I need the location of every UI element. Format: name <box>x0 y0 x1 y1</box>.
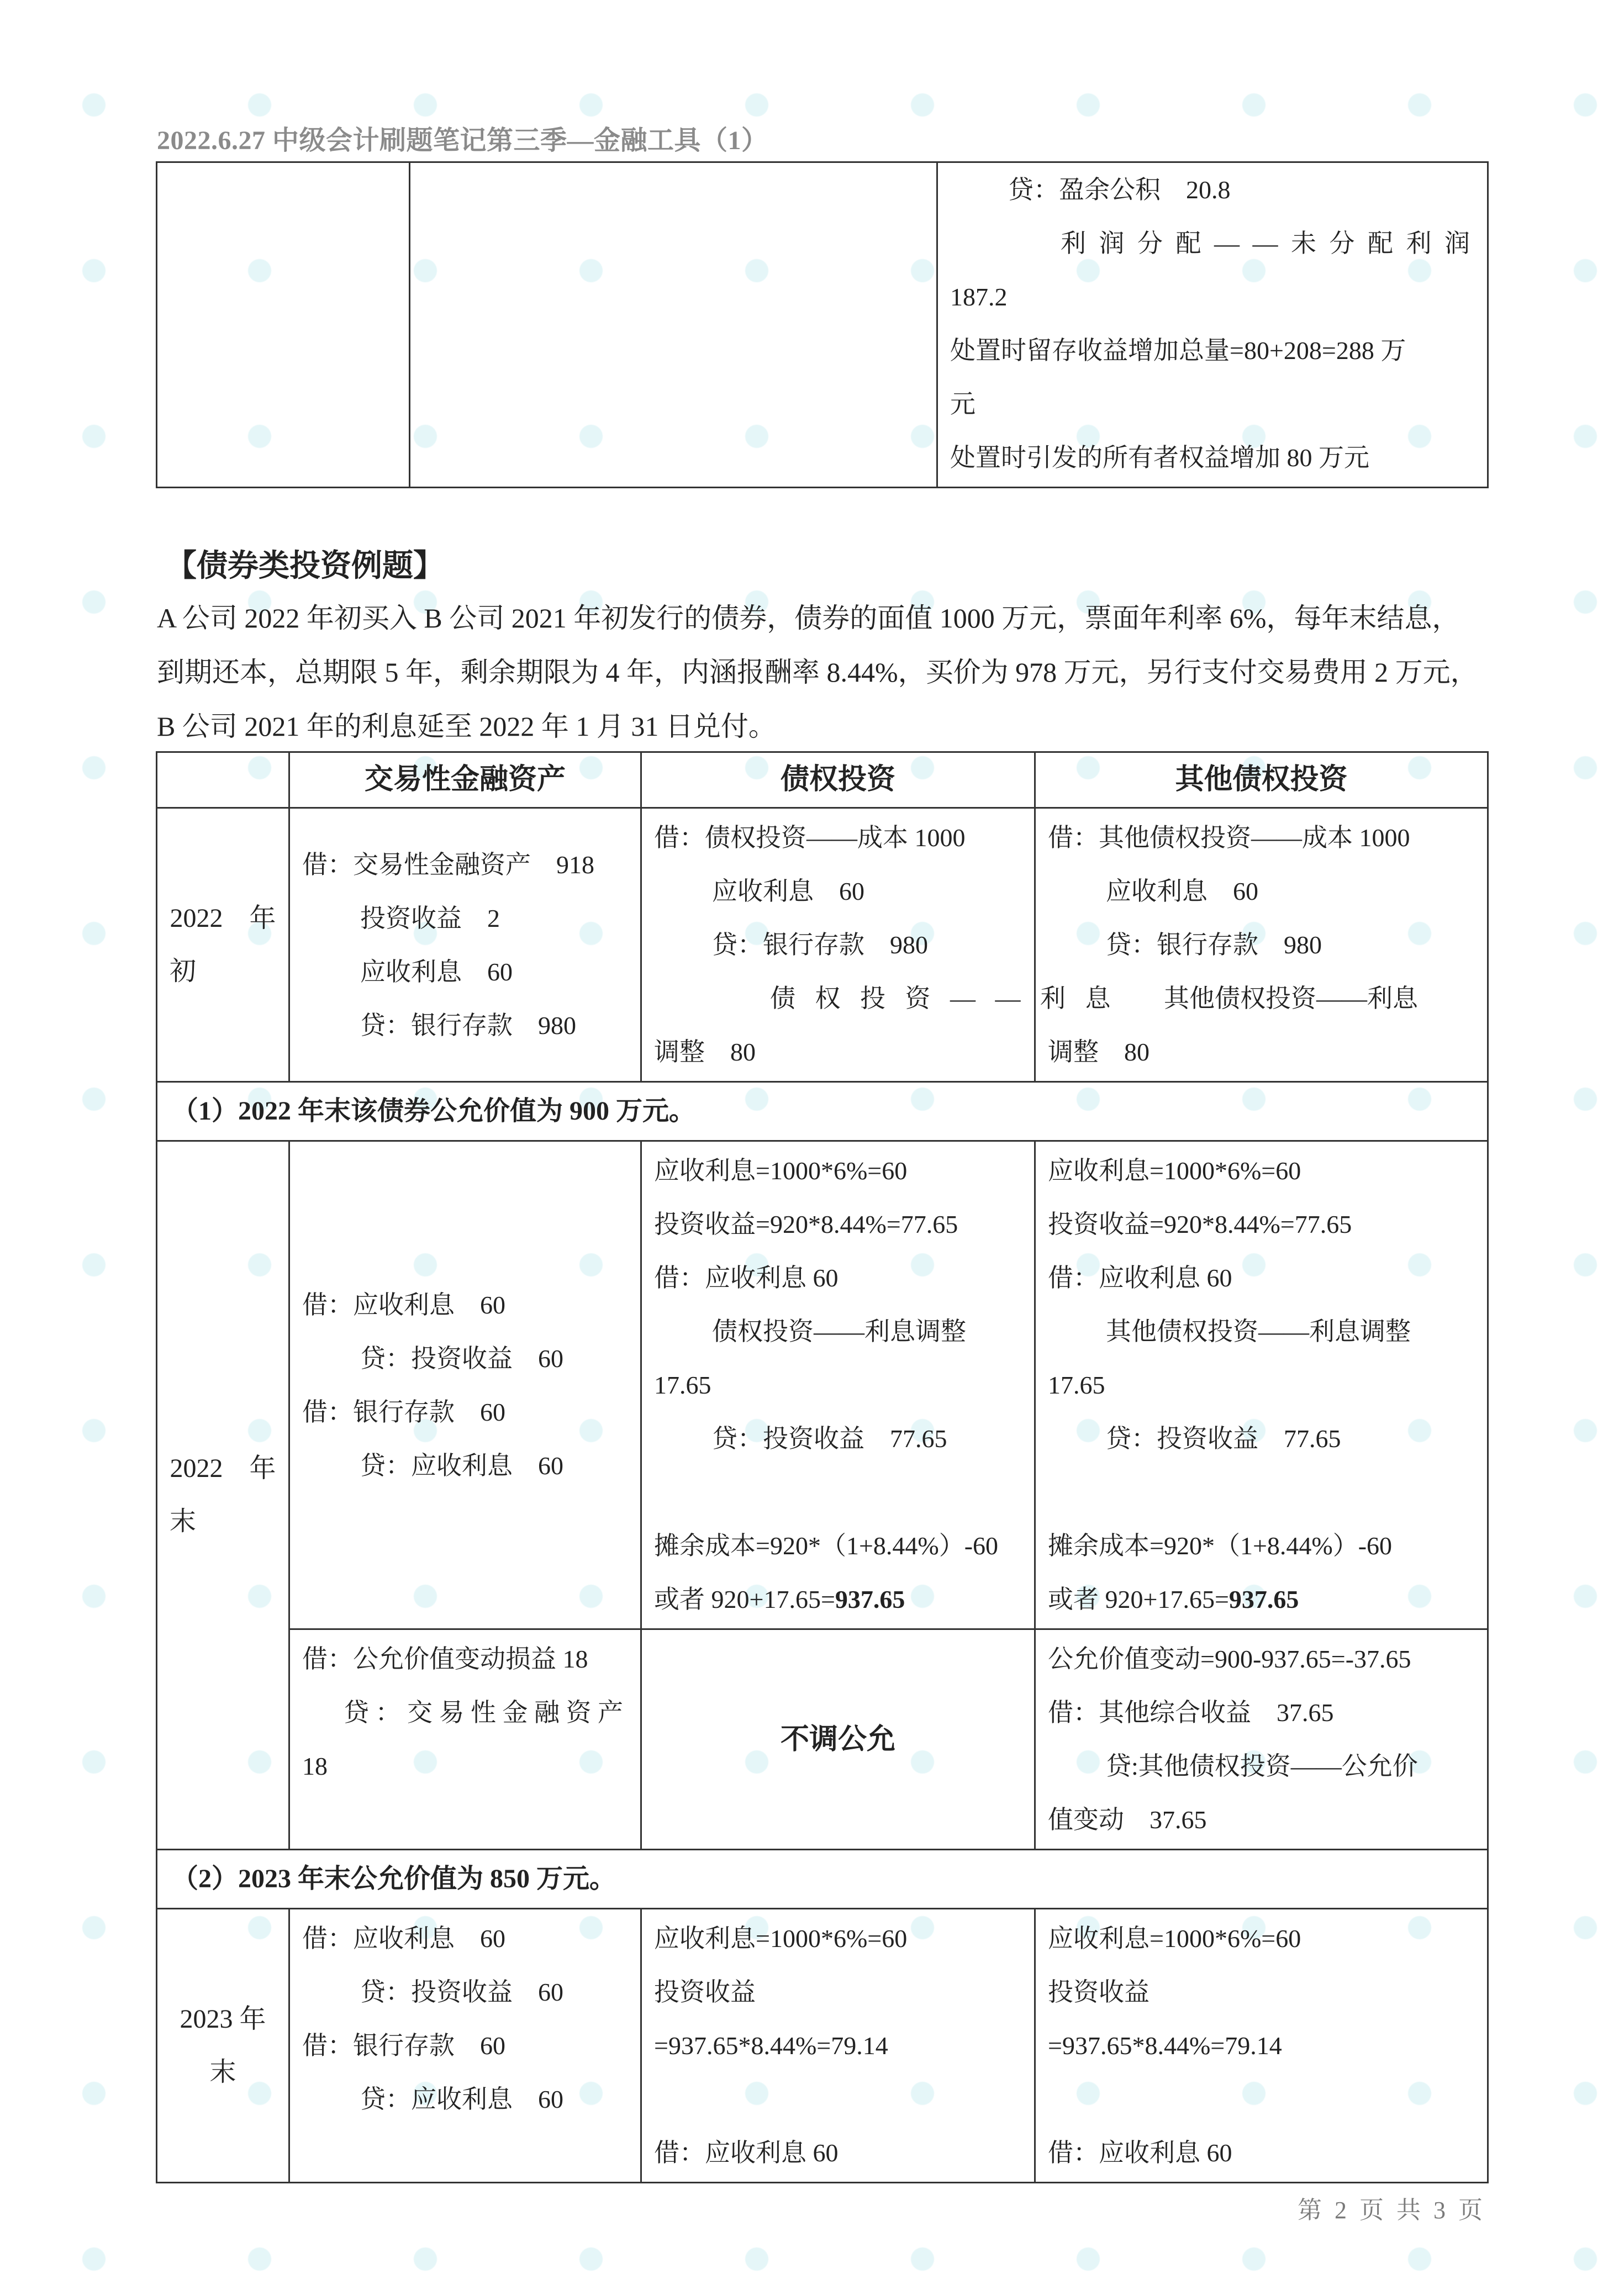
entry-line: 投资收益=920*8.44%=77.65 <box>654 1210 958 1238</box>
note-cell: （1）2022 年末该债券公允价值为 900 万元。 <box>157 1082 1488 1141</box>
entry-line: 借：债权投资——成本 1000 <box>654 824 966 852</box>
entry-line: 借：公允价值变动损益 18 <box>302 1645 588 1673</box>
no-adjust-cell: 不调公允 <box>641 1629 1035 1850</box>
year-label: 2022 年 <box>170 903 276 933</box>
page-number: 第 2 页 共 3 页 <box>1298 2197 1486 2224</box>
entry-cell <box>641 808 1117 1082</box>
entry-line: 公允价值变动=900-937.65=-37.65 <box>1048 1645 1411 1673</box>
empty-cell <box>410 162 937 488</box>
para-line: B 公司 2021 年的利息延至 2022 年 1 月 31 日兑付。 <box>157 711 776 742</box>
text-line: 元 <box>950 390 976 418</box>
note-cell: （2）2023 年末公允价值为 850 万元。 <box>157 1850 1488 1909</box>
section-title: 【债券类投资例题】 <box>166 549 444 583</box>
text-line: 利 润 分 配 — — 未 分 配 利 润 <box>1061 229 1473 257</box>
entry-cell <box>1035 1141 1488 1629</box>
entry-line: 贷:其他债权投资——公允价 <box>1106 1752 1418 1780</box>
entry-line: 贷：应收利息 60 <box>360 1451 563 1480</box>
entry-line: 借：应收利息 60 <box>654 2139 839 2167</box>
entry-line: 贷：应收利息 60 <box>360 2085 563 2113</box>
bond-investment-table <box>156 751 1489 2183</box>
text-line: 187.2 <box>950 283 1008 311</box>
para-line: A 公司 2022 年初买入 B 公司 2021 年初发行的债券，债券的面值 1000 万元，票面年利率 6%，每年末结息， <box>157 603 1460 634</box>
year-label: 2023 年 <box>180 2004 266 2034</box>
entry-line: 应收利息 60 <box>1106 877 1258 905</box>
table-row <box>157 1629 1488 1850</box>
entry-line: 摊余成本=920*（1+8.44%）-60 <box>1048 1532 1393 1560</box>
entry-line: 债权投资——利息调整 <box>712 1317 966 1345</box>
entry-line: 借：应收利息 60 <box>654 1264 839 1292</box>
entry-line: 借：交易性金融资产 918 <box>302 850 594 879</box>
entry-line: 借：应收利息 60 <box>1048 2139 1232 2167</box>
entry-line: 投资收益=920*8.44%=77.65 <box>1048 1210 1352 1238</box>
entry-cell <box>1035 808 1488 1082</box>
entry-line: 应收利息=1000*6%=60 <box>1048 1157 1301 1185</box>
entry-line: 应收利息 60 <box>360 957 513 986</box>
entry-line: 投资收益 2 <box>360 904 500 932</box>
note-row <box>157 1082 1488 1141</box>
note-row <box>157 1850 1488 1909</box>
year-cell <box>157 1141 289 1850</box>
entry-line: 投资收益 <box>654 1978 756 2006</box>
entry-cell <box>937 162 1488 488</box>
entry-text: 或者 920+17.65= <box>1048 1585 1229 1613</box>
problem-paragraph <box>157 591 1488 753</box>
entry-line: 借：银行存款 60 <box>302 2032 505 2060</box>
bold-value: 937.65 <box>1228 1585 1299 1613</box>
continuation-table <box>156 161 1489 488</box>
entry-line: 摊余成本=920*（1+8.44%）-60 <box>654 1532 999 1560</box>
header-row <box>157 752 1488 808</box>
entry-line: 贷：银行存款 980 <box>360 1011 576 1040</box>
year-label: 末 <box>209 2057 236 2087</box>
table-row <box>157 808 1488 1082</box>
entry-line: 其他债权投资——利息调整 <box>1106 1317 1411 1345</box>
entry-line: 贷：投资收益 77.65 <box>712 1424 947 1453</box>
entry-cell <box>289 1909 641 2183</box>
entry-text: 或者 920+17.65= <box>654 1585 835 1613</box>
header-cell: 其他债权投资 <box>1035 752 1488 808</box>
entry-line: 应收利息=1000*6%=60 <box>654 1924 908 1953</box>
entry-line: 17.65 <box>1048 1371 1105 1399</box>
year-cell <box>157 808 289 1082</box>
entry-line: 贷：投资收益 77.65 <box>1106 1424 1341 1453</box>
entry-line: =937.65*8.44%=79.14 <box>654 2032 888 2060</box>
entry-cell <box>1035 1909 1488 2183</box>
entry-line: 借：应收利息 60 <box>1048 1264 1232 1292</box>
entry-line: 贷：银行存款 980 <box>1106 931 1322 959</box>
entry-line: 17.65 <box>654 1371 711 1399</box>
entry-line: =937.65*8.44%=79.14 <box>1048 2032 1282 2060</box>
entry-line: 值变动 37.65 <box>1048 1806 1207 1834</box>
year-label: 末 <box>170 1507 197 1536</box>
header-cell: 债权投资 <box>641 752 1035 808</box>
text-line: 处置时留存收益增加总量=80+208=288 万 <box>950 336 1406 365</box>
entry-line <box>654 1573 1022 1626</box>
table-row <box>157 1909 1488 2183</box>
entry-line: 借：其他债权投资——成本 1000 <box>1048 824 1410 852</box>
year-label: 初 <box>170 956 197 986</box>
entry-line: 借：银行存款 60 <box>302 1397 505 1426</box>
entry-cell <box>289 1141 641 1629</box>
entry-line: 调整 80 <box>654 1038 756 1066</box>
entry-line: 借：应收利息 60 <box>302 1924 505 1953</box>
entry-line: 借：应收利息 60 <box>302 1290 505 1319</box>
text-line: 处置时引发的所有者权益增加 80 万元 <box>950 444 1369 472</box>
entry-cell <box>1035 1629 1488 1850</box>
entry-line: 其他债权投资——利息 <box>1164 984 1418 1012</box>
entry-line: 贷：投资收益 60 <box>360 1344 563 1373</box>
entry-line: 应收利息=1000*6%=60 <box>1048 1924 1301 1953</box>
page-header: 2022.6.27 中级会计刷题笔记第三季—金融工具（1） <box>157 126 768 155</box>
entry-cell <box>289 1629 641 1850</box>
empty-cell <box>157 162 410 488</box>
year-cell <box>157 1909 289 2183</box>
entry-line: 借：其他综合收益 37.65 <box>1048 1698 1334 1727</box>
header-cell-blank <box>157 752 289 808</box>
bold-value: 937.65 <box>835 1585 905 1613</box>
entry-line: 贷 ： 交 易 性 金 融 资 产 <box>344 1698 623 1727</box>
entry-cell <box>289 808 641 1082</box>
para-line: 到期还本，总期限 5 年，剩余期限为 4 年，内涵报酬率 8.44%，买价为 978 万元，另行支付交易费用 2 万元， <box>157 657 1478 688</box>
entry-line: 18 <box>302 1752 328 1780</box>
entry-line: 债 权 投 资 — — 利 息 <box>770 984 1117 1012</box>
entry-line <box>1048 1573 1475 1626</box>
entry-line: 贷：投资收益 60 <box>360 1978 563 2006</box>
entry-line: 调整 80 <box>1048 1038 1150 1066</box>
entry-line: 应收利息=1000*6%=60 <box>654 1157 908 1185</box>
year-label: 2022 年 <box>170 1454 276 1483</box>
entry-line: 贷：银行存款 980 <box>712 931 928 959</box>
entry-cell <box>641 1141 1035 1629</box>
text-line: 贷：盈余公积 20.8 <box>1008 176 1231 204</box>
entry-line: 投资收益 <box>1048 1978 1150 2006</box>
entry-cell <box>641 1909 1035 2183</box>
entry-line: 应收利息 60 <box>712 877 864 905</box>
header-cell: 交易性金融资产 <box>289 752 641 808</box>
table-row <box>157 1141 1488 1629</box>
